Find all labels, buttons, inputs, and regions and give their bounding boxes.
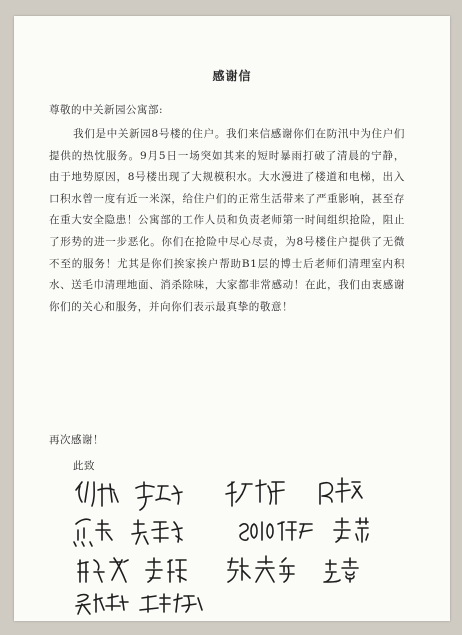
signature-2 xyxy=(136,482,182,510)
signature-7 xyxy=(240,522,312,540)
signature-9 xyxy=(78,558,128,582)
signature-4 xyxy=(320,478,362,504)
signature-13 xyxy=(76,594,128,614)
signature-1 xyxy=(76,482,118,506)
letter-title: 感谢信 xyxy=(212,69,252,83)
letter-paper xyxy=(14,16,450,621)
signature-3 xyxy=(226,480,284,506)
signature-8 xyxy=(334,518,368,542)
signature-5 xyxy=(74,519,112,546)
letter-closing: 再次感谢！ xyxy=(49,434,104,446)
letter-salutation: 尊敬的中关新园公寓部: xyxy=(49,104,164,116)
signature-14 xyxy=(140,594,202,612)
letter-body: 我们是中关新园8号楼的住户。我们来信感谢你们在防汛中为住户们提供的热忱服务。9月5日一场突如其来的短时暴雨打破了清晨的宁静，由于地势原因，8号楼出现了大规模积水。大水漫进了楼道和电梯，出入口积水曾一度有近一米深，给住户们的正常生活带来了严重影响，甚至存在重大安全隐患！公寓部的工作人员和负责老师第一时间组织抢险，阻止了形势的进一步恶化。你们在抢险中尽心尽责，为8号楼住户提供了无微不至的服务！尤其是你们挨家挨户帮助B1层的博士后老师们清理室内积水、送毛巾清理地面、消杀除味，大家都非常感动！在此，我们由衷感谢你们的关心和服务，并向你们表示最真挚的敬意！ xyxy=(49,128,405,313)
letter-regards: 此致 xyxy=(73,460,95,472)
signature-12 xyxy=(324,558,358,582)
signature-10 xyxy=(146,558,186,582)
signature-6 xyxy=(132,520,182,544)
signature-11 xyxy=(228,556,294,582)
